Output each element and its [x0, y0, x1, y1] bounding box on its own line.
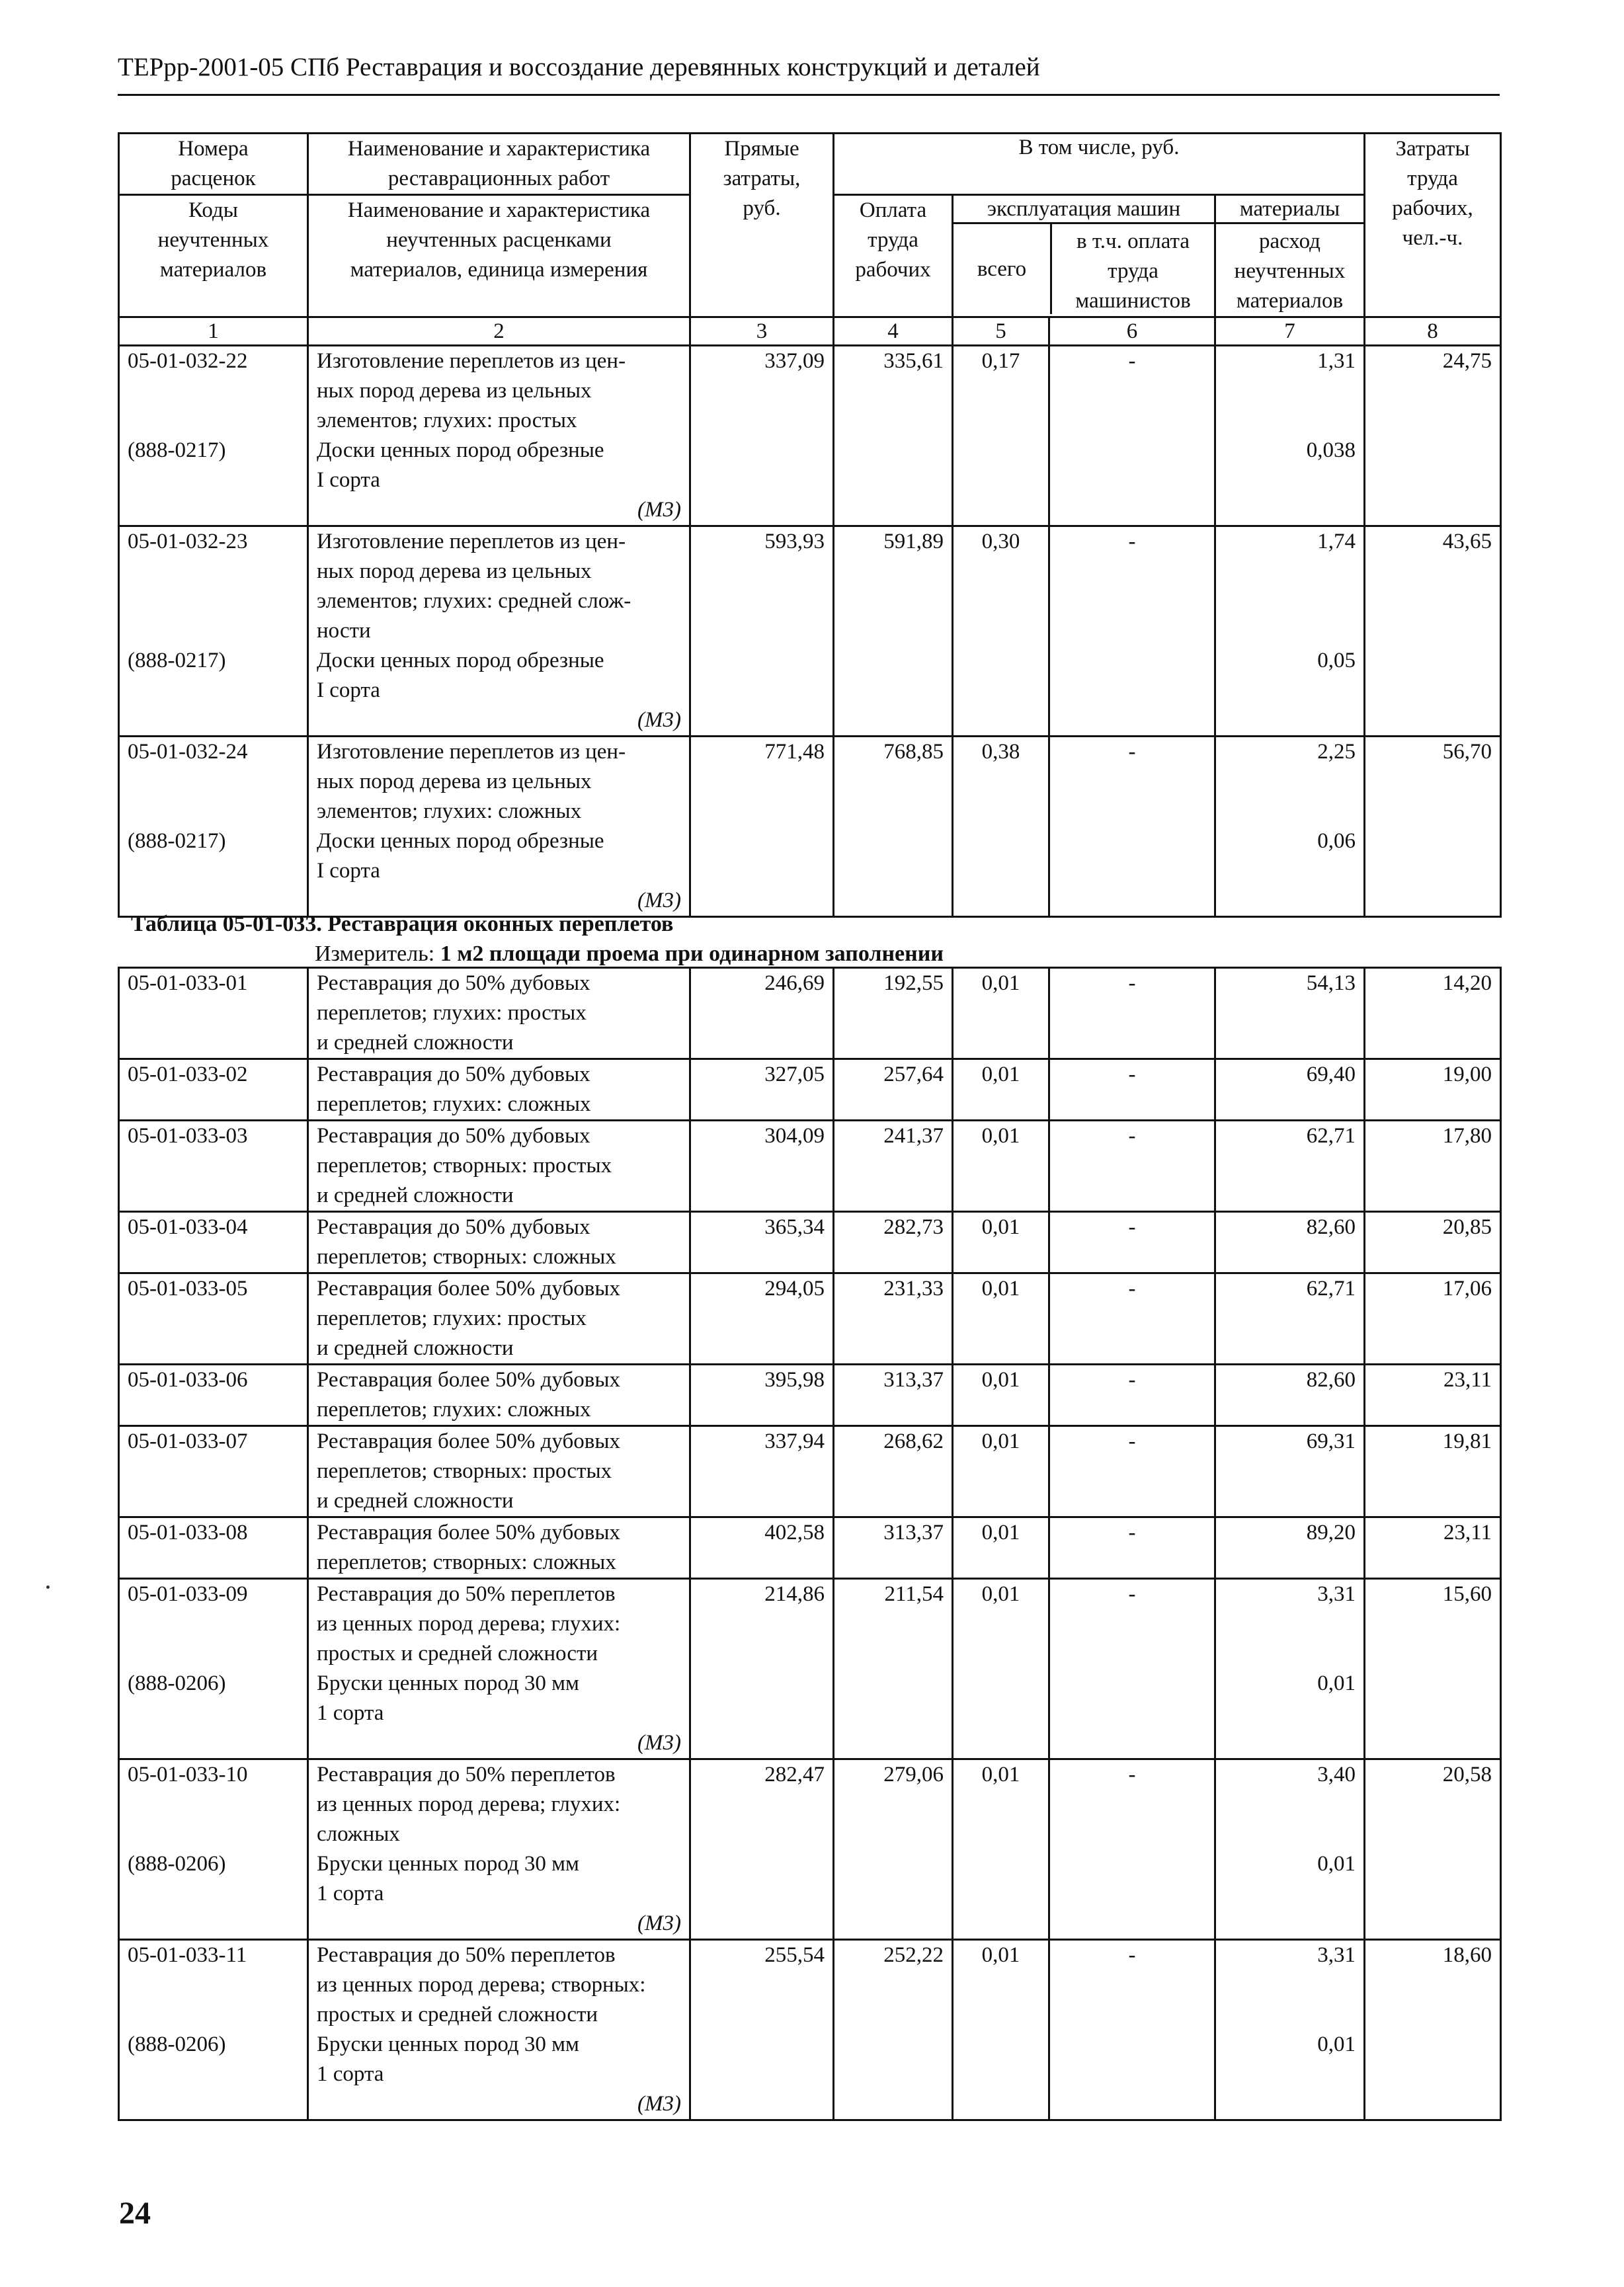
- rate-name-line: Реставрация до 50% дубовых: [317, 971, 590, 995]
- material-cost: 1,31: [1317, 349, 1356, 373]
- material-consumption: 0,01: [1317, 2032, 1356, 2056]
- col-header-machines-total: всего: [954, 224, 1052, 314]
- rate-name-line: переплетов; створных: сложных: [317, 1245, 616, 1269]
- labor-hours: 43,65: [1365, 526, 1501, 737]
- labor-hours: 17,80: [1365, 1121, 1501, 1212]
- table-row: [119, 1426, 1501, 1517]
- material-cost: 54,13: [1306, 971, 1356, 995]
- rate-code: 05-01-033-03: [128, 1124, 248, 1148]
- material-name-line: I сорта: [317, 859, 380, 883]
- material-cost: 69,31: [1306, 1429, 1356, 1453]
- material-code: (888-0217): [128, 438, 226, 462]
- rate-code-cell: [119, 1365, 308, 1426]
- direct-cost: 282,47: [690, 1759, 834, 1940]
- material-cost: 89,20: [1306, 1521, 1356, 1545]
- table-head: [119, 134, 1501, 346]
- rate-code: 05-01-033-01: [128, 971, 248, 995]
- machinist-cost: -: [1049, 737, 1215, 917]
- material-unit: (М3): [637, 1911, 681, 1935]
- rate-name-cell: [308, 1273, 690, 1365]
- spacer: [1224, 1609, 1356, 1639]
- rate-name-line: и средней сложности: [317, 1489, 514, 1513]
- labor-cost: 591,89: [834, 526, 953, 737]
- col-header-name-bottom: Наименование и характеристика неучтенных расценками материалов, единица измерения: [308, 195, 690, 317]
- rate-name-cell: [308, 346, 690, 526]
- material-cost-cell: [1215, 1517, 1365, 1579]
- rate-name-line: из ценных пород дерева; глухих:: [317, 1612, 621, 1636]
- rate-name-line: переплетов; глухих: сложных: [317, 1398, 591, 1422]
- rate-code-cell: [119, 737, 308, 917]
- rate-code-cell: [119, 1121, 308, 1212]
- rate-name-cell: [308, 526, 690, 737]
- material-name-line: I сорта: [317, 678, 380, 702]
- col-header-materials-unaccounted: расход неучтенных материалов: [1234, 229, 1346, 313]
- table-row: [119, 526, 1501, 737]
- material-cost: 82,60: [1306, 1368, 1356, 1392]
- machinist-cost: -: [1049, 1940, 1215, 2120]
- rate-name-line: переплетов; створных: простых: [317, 1459, 612, 1483]
- rate-code: 05-01-033-02: [128, 1063, 248, 1086]
- rate-name-line: Изготовление переплетов из цен-: [317, 740, 626, 764]
- rate-name-line: и средней сложности: [317, 1336, 514, 1360]
- machine-cost: 0,30: [953, 526, 1049, 737]
- material-cost: 69,40: [1306, 1063, 1356, 1086]
- rate-name-cell: [308, 1365, 690, 1426]
- material-cost-cell: [1215, 1365, 1365, 1426]
- rate-name-line: сложных: [317, 1822, 400, 1846]
- rate-name-line: Реставрация более 50% дубовых: [317, 1429, 620, 1453]
- machine-cost: 0,17: [953, 346, 1049, 526]
- labor-hours: 19,81: [1365, 1426, 1501, 1517]
- rate-code-cell: [119, 1273, 308, 1365]
- machinist-cost: -: [1049, 526, 1215, 737]
- rate-code: 05-01-033-10: [128, 1763, 248, 1786]
- direct-cost: 294,05: [690, 1273, 834, 1365]
- meter-label: Измеритель:: [315, 942, 435, 966]
- rate-name-cell: [308, 968, 690, 1059]
- material-name-line: Бруски ценных пород 30 мм: [317, 1671, 579, 1695]
- column-numbers-row: [119, 317, 1501, 346]
- material-cost: 3,31: [1317, 1582, 1356, 1606]
- spacer: [128, 1790, 299, 1820]
- labor-cost: 252,22: [834, 1940, 953, 2120]
- rate-code-cell: [119, 1940, 308, 2120]
- rate-name-line: Реставрация более 50% дубовых: [317, 1368, 620, 1392]
- labor-cost: 282,73: [834, 1212, 953, 1273]
- labor-cost: 192,55: [834, 968, 953, 1059]
- rate-name-cell: [308, 1517, 690, 1579]
- spacer: [128, 616, 299, 646]
- rate-name-cell: [308, 1426, 690, 1517]
- material-consumption: 0,05: [1317, 649, 1356, 672]
- spacer: [128, 586, 299, 616]
- machine-cost: 0,01: [953, 1426, 1049, 1517]
- direct-cost: 304,09: [690, 1121, 834, 1212]
- rate-code: 05-01-033-04: [128, 1215, 248, 1239]
- rate-code: 05-01-032-22: [128, 349, 248, 373]
- spacer: [1224, 1970, 1356, 2000]
- col-number: 5: [953, 317, 1049, 346]
- rate-name-line: элементов; глухих: сложных: [317, 799, 582, 823]
- machinist-cost: -: [1049, 1426, 1215, 1517]
- material-cost-cell: [1215, 1426, 1365, 1517]
- table-meter: [315, 940, 944, 968]
- labor-hours: 14,20: [1365, 968, 1501, 1059]
- rate-name-line: ных пород дерева из цельных: [317, 770, 592, 793]
- material-unit: (М3): [637, 2092, 681, 2116]
- rate-code: 05-01-033-05: [128, 1277, 248, 1301]
- table-row: [119, 1212, 1501, 1273]
- material-consumption: 0,06: [1317, 829, 1356, 853]
- machine-cost: 0,01: [953, 1517, 1049, 1579]
- rate-name-line: Реставрация до 50% переплетов: [317, 1763, 616, 1786]
- rate-code-cell: [119, 346, 308, 526]
- direct-cost: 246,69: [690, 968, 834, 1059]
- rate-code-cell: [119, 1579, 308, 1759]
- direct-cost: 255,54: [690, 1940, 834, 2120]
- spacer: [128, 406, 299, 436]
- labor-cost: 313,37: [834, 1517, 953, 1579]
- rate-name-line: Реставрация до 50% дубовых: [317, 1063, 590, 1086]
- material-unit: (М3): [637, 889, 681, 912]
- rate-code-cell: [119, 1759, 308, 1940]
- rates-table-032: [118, 132, 1502, 918]
- table-row: [119, 1273, 1501, 1365]
- rate-code: 05-01-032-24: [128, 740, 248, 764]
- machine-cost: 0,01: [953, 1059, 1049, 1121]
- material-cost-cell: [1215, 968, 1365, 1059]
- material-cost: 2,25: [1317, 740, 1356, 764]
- material-consumption: 0,038: [1306, 438, 1356, 462]
- material-unit: (М3): [637, 708, 681, 732]
- spacer: [1224, 767, 1356, 797]
- spacer: [1224, 2000, 1356, 2030]
- rate-name-cell: [308, 737, 690, 917]
- spacer: [128, 1970, 299, 2000]
- rate-code-cell: [119, 1426, 308, 1517]
- col-number: 6: [1049, 317, 1215, 346]
- material-name-line: Доски ценных пород обрезные: [317, 829, 604, 853]
- page-number: 24: [119, 2196, 151, 2231]
- material-cost-cell: [1215, 1759, 1365, 1940]
- labor-hours: 18,60: [1365, 1940, 1501, 2120]
- table-row: [119, 1759, 1501, 1940]
- direct-cost: 365,34: [690, 1212, 834, 1273]
- col-header-machines: эксплуатация машин: [954, 196, 1214, 224]
- material-cost-cell: [1215, 346, 1365, 526]
- rate-code-cell: [119, 526, 308, 737]
- rate-name-line: элементов; глухих: простых: [317, 409, 577, 432]
- labor-hours: 20,85: [1365, 1212, 1501, 1273]
- rate-code: 05-01-033-09: [128, 1582, 248, 1606]
- rate-code-cell: [119, 968, 308, 1059]
- machinist-cost: -: [1049, 1121, 1215, 1212]
- spacer: [128, 1609, 299, 1639]
- machine-cost: 0,01: [953, 968, 1049, 1059]
- rate-name-cell: [308, 1940, 690, 2120]
- machine-cost: 0,01: [953, 1212, 1049, 1273]
- rate-name-cell: [308, 1121, 690, 1212]
- rate-code: 05-01-033-07: [128, 1429, 248, 1453]
- rate-name-line: переплетов; глухих: простых: [317, 1001, 587, 1025]
- direct-cost: 337,09: [690, 346, 834, 526]
- spacer: [1224, 406, 1356, 436]
- rate-name-line: ных пород дерева из цельных: [317, 379, 592, 403]
- spacer: [1224, 616, 1356, 646]
- labor-cost: 257,64: [834, 1059, 953, 1121]
- machine-cost: 0,01: [953, 1940, 1049, 2120]
- machinist-cost: -: [1049, 1273, 1215, 1365]
- material-name-line: Бруски ценных пород 30 мм: [317, 1852, 579, 1876]
- table-row: [119, 1579, 1501, 1759]
- scan-speck: [46, 1585, 50, 1589]
- table-row: [119, 1365, 1501, 1426]
- table-caption: Таблица 05-01-033. Реставрация оконных переплетов: [131, 912, 674, 936]
- rate-name-line: Реставрация до 50% переплетов: [317, 1943, 616, 1967]
- rate-code-cell: [119, 1212, 308, 1273]
- labor-hours: 23,11: [1365, 1517, 1501, 1579]
- table-body-033: [119, 968, 1501, 2120]
- col-number: 7: [1215, 317, 1365, 346]
- machinist-cost: -: [1049, 1212, 1215, 1273]
- labor-hours: 56,70: [1365, 737, 1501, 917]
- col-header-materials-group: [1215, 195, 1365, 317]
- material-cost: 1,74: [1317, 530, 1356, 553]
- spacer: [1224, 1790, 1356, 1820]
- material-name-line: Доски ценных пород обрезные: [317, 649, 604, 672]
- direct-cost: 395,98: [690, 1365, 834, 1426]
- rate-name-line: простых и средней сложности: [317, 2003, 598, 2026]
- rate-name-line: из ценных пород дерева; створных:: [317, 1973, 646, 1997]
- rate-name-line: Изготовление переплетов из цен-: [317, 349, 626, 373]
- rate-name-line: элементов; глухих: средней слож-: [317, 589, 631, 613]
- col-header-labor-hours: Затраты труда рабочих, чел.-ч.: [1365, 134, 1501, 317]
- material-cost: 3,40: [1317, 1763, 1356, 1786]
- direct-cost: 771,48: [690, 737, 834, 917]
- material-cost-cell: [1215, 1121, 1365, 1212]
- material-cost: 62,71: [1306, 1124, 1356, 1148]
- material-code: (888-0206): [128, 1671, 226, 1695]
- material-code: (888-0206): [128, 1852, 226, 1876]
- meter-value: 1 м2 площади проема при одинарном заполнении: [440, 942, 944, 966]
- rate-name-line: переплетов; глухих: сложных: [317, 1092, 591, 1116]
- material-code: (888-0217): [128, 829, 226, 853]
- rate-name-line: простых и средней сложности: [317, 1642, 598, 1665]
- spacer: [1224, 1639, 1356, 1669]
- rate-name-line: Реставрация до 50% переплетов: [317, 1582, 616, 1606]
- labor-cost: 313,37: [834, 1365, 953, 1426]
- table-row: [119, 1121, 1501, 1212]
- machinist-cost: -: [1049, 1579, 1215, 1759]
- machinist-cost: -: [1049, 1365, 1215, 1426]
- rate-name-line: и средней сложности: [317, 1184, 514, 1207]
- material-name-line: 1 сорта: [317, 2062, 384, 2086]
- direct-cost: 327,05: [690, 1059, 834, 1121]
- table-row: [119, 1059, 1501, 1121]
- table-row: [119, 968, 1501, 1059]
- table-row: [119, 1940, 1501, 2120]
- direct-cost: 402,58: [690, 1517, 834, 1579]
- spacer: [1224, 1820, 1356, 1849]
- col-number: 4: [834, 317, 953, 346]
- material-consumption: 0,01: [1317, 1671, 1356, 1695]
- labor-cost: 768,85: [834, 737, 953, 917]
- spacer: [128, 2000, 299, 2030]
- labor-hours: 23,11: [1365, 1365, 1501, 1426]
- material-name-line: 1 сорта: [317, 1701, 384, 1725]
- material-cost-cell: [1215, 737, 1365, 917]
- rate-name-line: Реставрация более 50% дубовых: [317, 1521, 620, 1545]
- labor-cost: 241,37: [834, 1121, 953, 1212]
- material-cost: 82,60: [1306, 1215, 1356, 1239]
- material-name-line: Бруски ценных пород 30 мм: [317, 2032, 579, 2056]
- direct-cost: 593,93: [690, 526, 834, 737]
- rate-code: 05-01-032-23: [128, 530, 248, 553]
- rate-name-line: переплетов; глухих: простых: [317, 1306, 587, 1330]
- labor-cost: 231,33: [834, 1273, 953, 1365]
- machine-cost: 0,38: [953, 737, 1049, 917]
- material-cost-cell: [1215, 1059, 1365, 1121]
- spacer: [128, 1820, 299, 1849]
- labor-hours: 20,58: [1365, 1759, 1501, 1940]
- material-name-line: Доски ценных пород обрезные: [317, 438, 604, 462]
- labor-hours: 24,75: [1365, 346, 1501, 526]
- rate-name-cell: [308, 1579, 690, 1759]
- machinist-cost: -: [1049, 1517, 1215, 1579]
- col-number: 1: [119, 317, 308, 346]
- table-row: [119, 346, 1501, 526]
- material-cost-cell: [1215, 526, 1365, 737]
- labor-cost: 211,54: [834, 1579, 953, 1759]
- rate-name-line: ности: [317, 619, 371, 643]
- rate-code: 05-01-033-08: [128, 1521, 248, 1545]
- col-header-code-top: Номера расценок: [119, 134, 308, 195]
- col-header-machines-group: [953, 195, 1215, 317]
- labor-cost: 279,06: [834, 1759, 953, 1940]
- col-header-materials: материалы: [1216, 196, 1363, 224]
- col-number: 3: [690, 317, 834, 346]
- spacer: [128, 797, 299, 826]
- labor-hours: 17,06: [1365, 1273, 1501, 1365]
- rate-name-line: Реставрация более 50% дубовых: [317, 1277, 620, 1301]
- direct-cost: 214,86: [690, 1579, 834, 1759]
- rate-name-line: Реставрация до 50% дубовых: [317, 1124, 590, 1148]
- rate-name-line: переплетов; створных: простых: [317, 1154, 612, 1178]
- col-header-direct-costs: Прямые затраты, руб.: [690, 134, 834, 317]
- rate-name-cell: [308, 1759, 690, 1940]
- machine-cost: 0,01: [953, 1365, 1049, 1426]
- rate-name-line: Изготовление переплетов из цен-: [317, 530, 626, 553]
- col-header-code-bottom: Коды неучтенных материалов: [119, 195, 308, 317]
- page-header-title: ТЕРрр-2001-05 СПб Реставрация и воссоздание деревянных конструкций и деталей: [118, 53, 1040, 81]
- col-number: 2: [308, 317, 690, 346]
- rate-code: 05-01-033-11: [128, 1943, 247, 1967]
- rates-table-033: [118, 967, 1502, 2121]
- material-cost-cell: [1215, 1273, 1365, 1365]
- header-rule: [118, 94, 1500, 96]
- labor-hours: 15,60: [1365, 1579, 1501, 1759]
- material-code: (888-0217): [128, 649, 226, 672]
- spacer: [1224, 797, 1356, 826]
- col-header-labor-pay: Оплата труда рабочих: [834, 195, 953, 317]
- spacer: [128, 1639, 299, 1669]
- col-header-machinists-pay: в т.ч. оплата труда машинистов: [1075, 229, 1191, 313]
- material-cost-cell: [1215, 1212, 1365, 1273]
- spacer: [1224, 376, 1356, 406]
- machinist-cost: -: [1049, 1059, 1215, 1121]
- rate-name-line: и средней сложности: [317, 1031, 514, 1055]
- labor-cost: 268,62: [834, 1426, 953, 1517]
- col-header-including: В том числе, руб.: [834, 134, 1365, 195]
- table-body-032: [119, 346, 1501, 917]
- machinist-cost: -: [1049, 1759, 1215, 1940]
- spacer: [128, 767, 299, 797]
- material-name-line: 1 сорта: [317, 1882, 384, 1906]
- table-row: [119, 737, 1501, 917]
- material-unit: (М3): [637, 498, 681, 522]
- direct-cost: 337,94: [690, 1426, 834, 1517]
- material-unit: (М3): [637, 1731, 681, 1755]
- material-cost-cell: [1215, 1579, 1365, 1759]
- rate-name-cell: [308, 1059, 690, 1121]
- labor-hours: 19,00: [1365, 1059, 1501, 1121]
- machinist-cost: -: [1049, 968, 1215, 1059]
- rate-name-line: Реставрация до 50% дубовых: [317, 1215, 590, 1239]
- machinist-cost: -: [1049, 346, 1215, 526]
- material-cost: 62,71: [1306, 1277, 1356, 1301]
- spacer: [1224, 586, 1356, 616]
- rate-name-cell: [308, 1212, 690, 1273]
- spacer: [1224, 557, 1356, 586]
- rate-name-line: переплетов; створных: сложных: [317, 1550, 616, 1574]
- table-row: [119, 1517, 1501, 1579]
- spacer: [128, 376, 299, 406]
- material-cost: 3,31: [1317, 1943, 1356, 1967]
- rate-code-cell: [119, 1059, 308, 1121]
- material-consumption: 0,01: [1317, 1852, 1356, 1876]
- rate-name-line: из ценных пород дерева; глухих:: [317, 1792, 621, 1816]
- col-number: 8: [1365, 317, 1501, 346]
- rate-code: 05-01-033-06: [128, 1368, 248, 1392]
- machine-cost: 0,01: [953, 1759, 1049, 1940]
- rate-code-cell: [119, 1517, 308, 1579]
- spacer: [128, 557, 299, 586]
- material-code: (888-0206): [128, 2032, 226, 2056]
- material-cost-cell: [1215, 1940, 1365, 2120]
- labor-cost: 335,61: [834, 346, 953, 526]
- rate-name-line: ных пород дерева из цельных: [317, 559, 592, 583]
- machine-cost: 0,01: [953, 1579, 1049, 1759]
- material-name-line: I сорта: [317, 468, 380, 492]
- col-header-name-top: Наименование и характеристика реставрационных работ: [308, 134, 690, 195]
- machine-cost: 0,01: [953, 1273, 1049, 1365]
- machine-cost: 0,01: [953, 1121, 1049, 1212]
